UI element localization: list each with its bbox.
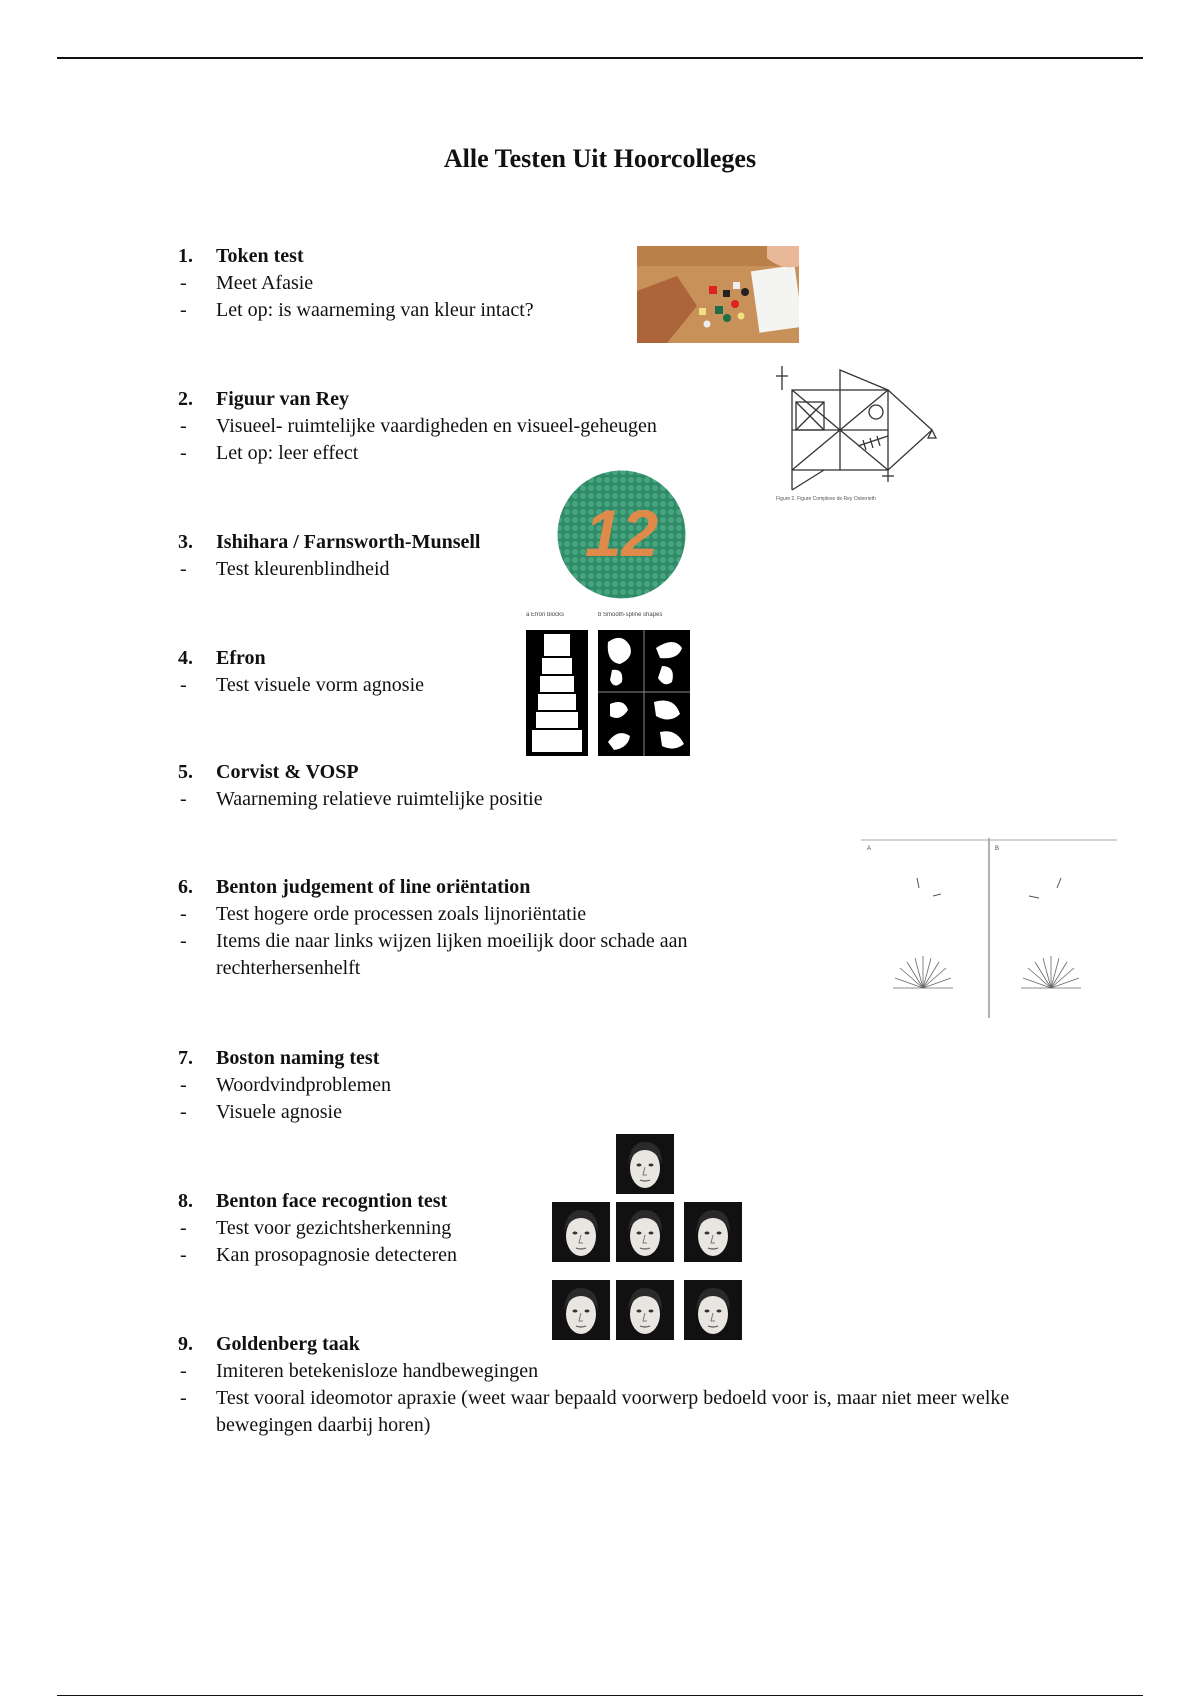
list-item: - Test visuele vorm agnosie — [180, 674, 424, 696]
ishihara-plate-image — [555, 468, 688, 601]
rey-figure-image — [748, 366, 968, 504]
list-item: - Woordvindproblemen — [180, 1074, 392, 1096]
list-item: - Imiteren betekenisloze handbewegingen — [180, 1360, 539, 1382]
section-efron: 4. Efron - Test visuele vorm agnosie — [178, 645, 424, 699]
section-goldenberg: 9. Goldenberg taak - Imiteren betekenisloze handbewegingen - Test vooral ideomotor apraxie (weet waar bepaald voorwerp bedoeld voor is, maar niet meer welke bewegingen daarbij horen) — [178, 1331, 1056, 1439]
section-token-test — [178, 243, 534, 324]
efron-shapes-image — [524, 612, 692, 756]
list-item: - Waarneming relatieve ruimtelijke positie — [180, 788, 543, 810]
benton-line-orientation-image — [861, 838, 1117, 1018]
top-rule — [57, 57, 1143, 59]
section-ishihara: 3. Ishihara / Farnsworth-Munsell - Test kleurenblindheid — [178, 529, 480, 583]
section-heading: Efron — [216, 647, 266, 669]
section-boston-naming: 7. Boston naming test - Woordvindproblemen - Visuele agnosie — [178, 1045, 391, 1126]
section-corvist-vosp: 5. Corvist & VOSP - Waarneming relatieve ruimtelijke positie — [178, 759, 543, 813]
list-item: - Test hogere orde processen zoals lijnoriëntatie — [180, 903, 587, 925]
list-item: - Test voor gezichtsherkenning — [180, 1217, 452, 1239]
ishihara-number: 12 — [584, 496, 659, 570]
page-title: Alle Testen Uit Hoorcolleges — [443, 144, 757, 173]
list-item: - Visueel- ruimtelijke vaardigheden en visueel-geheugen — [180, 415, 657, 437]
list-item: - Meet Afasie — [180, 272, 314, 294]
rey-figure-caption: Figure 2. Figure Complexe de Rey Osterrieth — [776, 496, 876, 502]
section-heading: Token test — [216, 245, 304, 267]
section-number: 1. — [178, 245, 193, 267]
section-heading: Benton judgement of line oriëntation — [216, 876, 531, 898]
section-benton-line: 6. Benton judgement of line oriëntation - Test hogere orde processen zoals lijnoriëntatie - Items die naar links wijzen lijken moeilijk door schade aan rechterhersenhelft — [178, 874, 776, 982]
section-heading: Figuur van Rey — [216, 388, 349, 410]
list-item: - Items die naar links wijzen lijken moeilijk door schade aan rechterhersenhelft — [180, 930, 688, 979]
panel-label-b: B — [995, 846, 1000, 852]
list-item: - Let op: leer effect — [180, 442, 359, 464]
section-heading: Goldenberg taak — [216, 1333, 360, 1355]
section-figuur-van-rey: 2. Figuur van Rey - Visueel- ruimtelijke vaardigheden en visueel-geheugen - Let op: leer effect — [178, 386, 657, 467]
section-heading: Benton face recogntion test — [216, 1190, 448, 1212]
efron-caption-b: b Smooth-spline shapes — [598, 612, 663, 618]
list-item: - Test vooral ideomotor apraxie (weet waar bepaald voorwerp bedoeld voor is, maar niet meer welke bewegingen daarbij horen) — [180, 1387, 1010, 1436]
token-test-photo — [637, 246, 799, 343]
section-heading: Boston naming test — [216, 1047, 380, 1069]
list-item: - Kan prosopagnosie detecteren — [180, 1244, 458, 1266]
section-heading: Ishihara / Farnsworth-Munsell — [216, 531, 481, 553]
section-benton-face: 8. Benton face recogntion test - Test voor gezichtsherkenning - Kan prosopagnosie detecteren — [178, 1188, 457, 1269]
efron-caption-a: a Efron blocks — [526, 612, 565, 618]
list-item: - Test kleurenblindheid — [180, 558, 390, 580]
section-heading: Corvist & VOSP — [216, 761, 359, 783]
benton-face-image — [550, 1132, 746, 1350]
list-item: - Let op: is waarneming van kleur intact? — [180, 299, 534, 321]
panel-label-a: A — [867, 846, 872, 852]
bottom-rule — [57, 1695, 1143, 1696]
list-item: - Visuele agnosie — [180, 1101, 342, 1123]
